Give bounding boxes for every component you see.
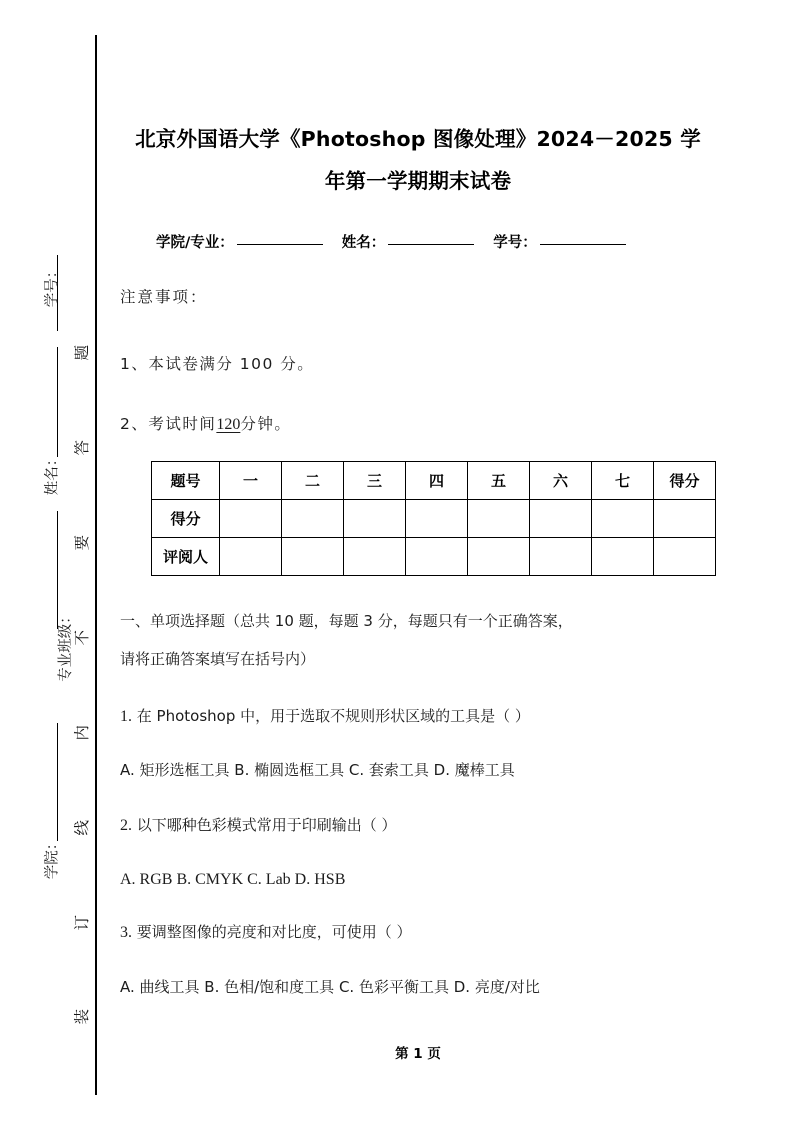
- question-2-number: 2.: [120, 817, 132, 834]
- binding-field-column: [28, 255, 74, 955]
- table-cell: 题号: [152, 462, 220, 500]
- table-cell[interactable]: [220, 500, 282, 538]
- table-cell: 评阅人: [152, 538, 220, 576]
- table-cell[interactable]: [282, 538, 344, 576]
- name-blank[interactable]: [388, 244, 474, 245]
- score-table: [151, 461, 716, 576]
- section-one-heading-line-2: 请将正确答案填写在括号内）: [120, 650, 316, 668]
- student-id-blank[interactable]: [540, 244, 626, 245]
- exam-duration-value: 120: [216, 416, 241, 433]
- question-3-text: 要调整图像的亮度和对比度，可使用（ ）: [136, 923, 412, 941]
- table-cell: 六: [530, 462, 592, 500]
- binding-field-student-id: 学号：: [44, 263, 61, 308]
- table-cell[interactable]: [468, 500, 530, 538]
- table-cell[interactable]: [654, 500, 716, 538]
- name-label: 姓名：: [341, 235, 386, 251]
- table-cell: 得分: [152, 500, 220, 538]
- seal-char: 内: [73, 724, 92, 741]
- table-cell: 一: [220, 462, 282, 500]
- seal-char: 要: [73, 534, 92, 551]
- table-cell[interactable]: [592, 500, 654, 538]
- student-info-line: [156, 231, 629, 252]
- table-cell: 三: [344, 462, 406, 500]
- table-cell[interactable]: [406, 500, 468, 538]
- seal-char: 答: [73, 439, 92, 456]
- page-title-line-1: 北京外国语大学《Photoshop 图像处理》2024－2025 学: [135, 127, 701, 151]
- table-cell[interactable]: [530, 538, 592, 576]
- table-cell: 二: [282, 462, 344, 500]
- seal-char: 题: [73, 344, 92, 361]
- seal-char: 不: [73, 629, 92, 646]
- question-1-stem: [120, 697, 720, 736]
- table-cell[interactable]: [406, 538, 468, 576]
- table-cell[interactable]: [282, 500, 344, 538]
- table-cell[interactable]: [654, 538, 716, 576]
- notice-item-2: [120, 412, 291, 434]
- question-1-text: 在 Photoshop 中，用于选取不规则形状区域的工具是（ ）: [136, 707, 530, 725]
- table-row: [152, 538, 716, 576]
- question-3-options: A. 曲线工具 B. 色相/饱和度工具 C. 色彩平衡工具 D. 亮度/对比: [120, 978, 540, 996]
- question-2-text: 以下哪种色彩模式常用于印刷输出（ ）: [136, 816, 397, 834]
- binding-field-name: 姓名：: [44, 451, 61, 496]
- table-cell[interactable]: [592, 538, 654, 576]
- table-cell: 五: [468, 462, 530, 500]
- field-fill-rule: [57, 723, 58, 841]
- page-title-line-2: 年第一学期期末试卷: [324, 169, 512, 193]
- binding-strip: [0, 0, 96, 1122]
- binding-field-class: 专业班级：: [57, 609, 74, 682]
- field-fill-rule: [57, 347, 58, 457]
- question-3-number: 3.: [120, 924, 132, 941]
- table-cell[interactable]: [468, 538, 530, 576]
- table-cell[interactable]: [530, 500, 592, 538]
- notice-item-2-suffix: 分钟。: [240, 415, 292, 433]
- binding-field-college: 学院：: [44, 835, 61, 880]
- page-title: [120, 118, 716, 202]
- table-row: [152, 500, 716, 538]
- table-row: [152, 462, 716, 500]
- table-cell: 四: [406, 462, 468, 500]
- question-1-options: A. 矩形选框工具 B. 椭圆选框工具 C. 套索工具 D. 魔棒工具: [120, 761, 515, 779]
- section-one-heading-line-1: 一、单项选择题（总共 10 题，每题 3 分，每题只有一个正确答案，: [120, 612, 573, 630]
- college-major-label: 学院/专业：: [156, 235, 234, 251]
- notice-item-2-prefix: 2、考试时间: [120, 415, 217, 433]
- seal-char: 装: [73, 1009, 92, 1025]
- exam-paper-body: [120, 0, 720, 1122]
- table-cell[interactable]: [220, 538, 282, 576]
- question-2-options: A. RGB B. CMYK C. Lab D. HSB: [120, 871, 346, 888]
- table-cell[interactable]: [344, 500, 406, 538]
- question-1-number: 1.: [120, 708, 132, 725]
- table-cell: 七: [592, 462, 654, 500]
- notice-item-1: 1、本试卷满分 100 分。: [120, 355, 315, 373]
- college-major-blank[interactable]: [237, 244, 323, 245]
- question-2-stem: [120, 806, 720, 845]
- table-cell[interactable]: [344, 538, 406, 576]
- binding-seal-notice: [70, 345, 96, 1025]
- notice-heading: 注意事项：: [120, 288, 208, 306]
- table-cell: 得分: [654, 462, 716, 500]
- seal-char: 订: [73, 914, 92, 931]
- student-id-label: 学号：: [493, 235, 537, 251]
- seal-char: 线: [73, 819, 92, 836]
- page-footer: 第 1 页: [395, 1046, 441, 1062]
- question-3-stem: [120, 913, 720, 952]
